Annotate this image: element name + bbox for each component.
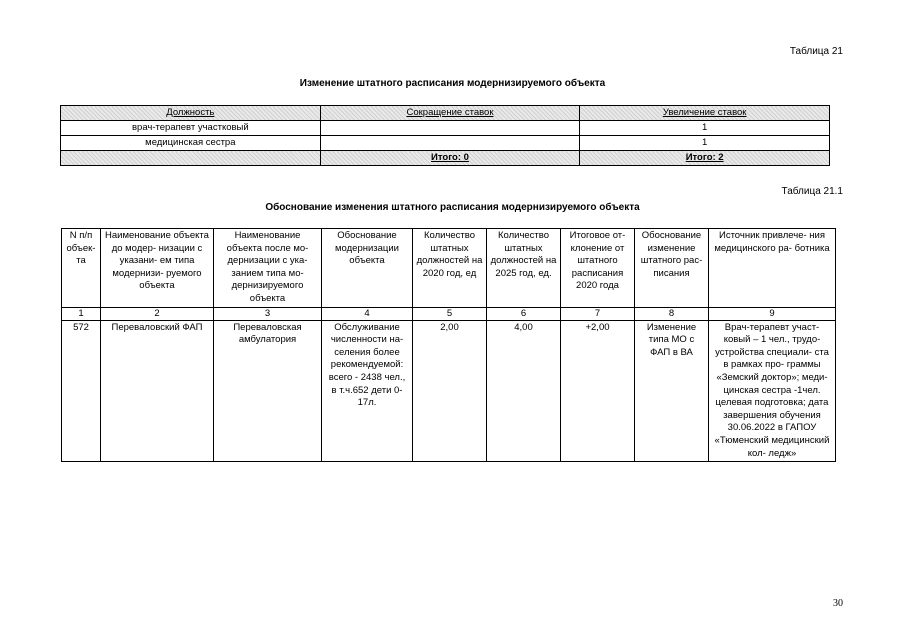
staffing-justification-table <box>61 228 836 462</box>
column-number: 8 <box>635 307 709 320</box>
cell-staff-2020: 2,00 <box>413 320 487 462</box>
cell-name-before: Переваловский ФАП <box>101 320 214 462</box>
table-21-label: Таблица 21 <box>789 46 843 57</box>
header-number: N п/п объек- та <box>62 229 101 308</box>
cell-name-after: Переваловская амбулатория <box>214 320 322 462</box>
cell-position: медицинская сестра <box>61 136 321 151</box>
cell-number: 572 <box>62 320 101 462</box>
cell-staff-source: Врач-терапевт участ- ковый – 1 чел., трудо- устройства специали- ста в рамках про- граммы «Земский доктор»; меди- цинская сестра -1чел. целевая подготовка; дата завершения обучения 30.06.2022 в ГАПОУ «Тюменский медицинский кол- ледж» <box>709 320 836 462</box>
column-number: 9 <box>709 307 836 320</box>
totals-empty-cell <box>61 151 321 166</box>
header-modernization-reason: Обоснование модернизации объекта <box>322 229 413 308</box>
column-number: 7 <box>561 307 635 320</box>
cell-reduction <box>320 136 580 151</box>
totals-row <box>61 151 830 166</box>
column-numbers-row <box>62 307 836 320</box>
column-number: 4 <box>322 307 413 320</box>
total-increase: Итого: 2 <box>580 151 830 166</box>
header-staff-2025: Количество штатных должностей на 2025 год, ед. <box>487 229 561 308</box>
cell-change-reason: Изменение типа МО с ФАП в ВА <box>635 320 709 462</box>
staffing-change-table <box>60 105 830 166</box>
table-21-1-label: Таблица 21.1 <box>781 186 843 197</box>
header-deviation: Итоговое от- клонение от штатного расписания 2020 года <box>561 229 635 308</box>
page-number: 30 <box>833 598 843 609</box>
cell-increase: 1 <box>580 121 830 136</box>
table-row <box>61 136 830 151</box>
column-number: 6 <box>487 307 561 320</box>
cell-staff-2025: 4,00 <box>487 320 561 462</box>
table-header-row <box>61 106 830 121</box>
table-row <box>61 121 830 136</box>
column-number: 2 <box>101 307 214 320</box>
header-position: Должность <box>61 106 321 121</box>
header-name-before: Наименование объекта до модер- низации с указани- ем типа модернизи- руемого объекта <box>101 229 214 308</box>
table-21-1-title: Обоснование изменения штатного расписания модернизируемого объекта <box>265 202 640 213</box>
header-staff-source: Источник привлече- ния медицинского ра- ботника <box>709 229 836 308</box>
table-21-title: Изменение штатного расписания модернизируемого объекта <box>299 78 606 89</box>
column-number: 5 <box>413 307 487 320</box>
header-staff-2020: Количество штатных должностей на 2020 год, ед <box>413 229 487 308</box>
cell-reduction <box>320 121 580 136</box>
column-number: 3 <box>214 307 322 320</box>
table-header-row <box>62 229 836 308</box>
header-reduction: Сокращение ставок <box>320 106 580 121</box>
header-change-reason: Обоснование изменение штатного рас- писания <box>635 229 709 308</box>
cell-increase: 1 <box>580 136 830 151</box>
cell-modernization-reason: Обслуживание численности на- селения более рекомендуемой: всего - 2438 чел., в т.ч.652 дети 0-17л. <box>322 320 413 462</box>
table-row <box>62 320 836 462</box>
header-name-after: Наименование объекта после мо- дернизации с ука- занием типа мо- дернизируемого объекта <box>214 229 322 308</box>
total-reduction: Итого: 0 <box>320 151 580 166</box>
header-increase: Увеличение ставок <box>580 106 830 121</box>
column-number: 1 <box>62 307 101 320</box>
cell-deviation: +2,00 <box>561 320 635 462</box>
cell-position: врач-терапевт участковый <box>61 121 321 136</box>
